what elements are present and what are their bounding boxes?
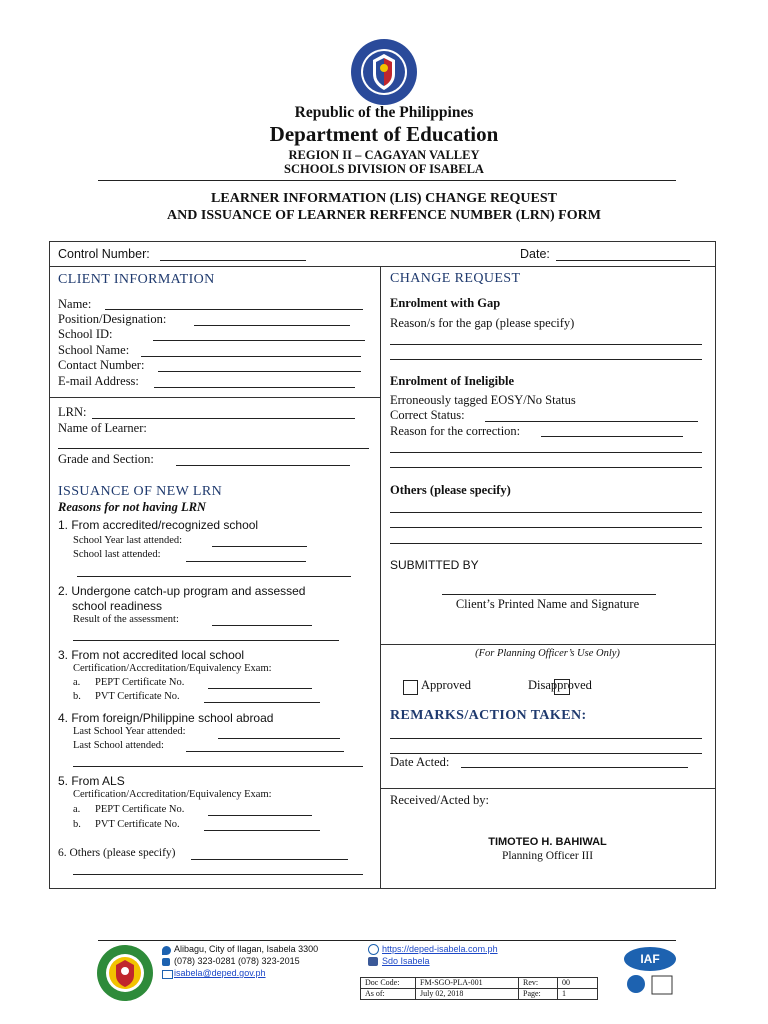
right-divider-1 <box>380 644 715 645</box>
name-field[interactable] <box>105 309 363 310</box>
footer-facebook[interactable]: Sdo Isabela <box>382 956 430 966</box>
iaf-label: IAF <box>640 952 660 966</box>
department-text: Department of Education <box>269 122 499 146</box>
others-heading: Others (please specify) <box>390 483 511 497</box>
item-4-school-label: Last School attended: <box>73 740 164 751</box>
item-5-a: a. <box>73 804 81 815</box>
header-rule <box>98 180 676 181</box>
others-line-2[interactable] <box>390 527 702 528</box>
item-1: 1. From accredited/recognized school <box>58 518 259 532</box>
gap-heading: Enrolment with Gap <box>390 296 501 310</box>
received-label: Received/Acted by: <box>390 793 489 807</box>
remarks-heading: REMARKS/ACTION TAKEN: <box>390 708 587 723</box>
doc-control-table <box>360 977 598 1000</box>
client-signature-field[interactable] <box>442 594 656 595</box>
item-4-school-field[interactable] <box>186 751 344 752</box>
footer-globe-icon <box>368 944 379 955</box>
reason-correction-label: Reason for the correction: <box>390 424 521 438</box>
approved-label: Approved <box>421 678 471 692</box>
deped-seal <box>350 38 418 106</box>
footer-phone-icon <box>162 958 170 966</box>
item-3-a: a. <box>73 677 81 688</box>
footer-website[interactable]: https://deped-isabela.com.ph <box>382 944 498 954</box>
gap-reason-line-2[interactable] <box>390 359 702 360</box>
reason-correction-field[interactable] <box>541 436 683 437</box>
item-3-a-text: PEPT Certificate No. <box>95 677 185 688</box>
correction-line-2[interactable] <box>390 467 702 468</box>
region-text: REGION II – CAGAYAN VALLEY <box>288 148 480 162</box>
item-1-extra-field[interactable] <box>77 576 351 577</box>
item-5-b-text: PVT Certificate No. <box>95 819 180 830</box>
item-5-pept-field[interactable] <box>208 815 312 816</box>
school-name-field[interactable] <box>141 356 361 357</box>
item-3-b: b. <box>73 691 81 702</box>
footer-email[interactable]: isabela@deped.gov.ph <box>174 968 266 978</box>
item-3-cert: Certification/Accreditation/Equivalency Exam: <box>73 663 272 674</box>
item-4-sy-field[interactable] <box>218 738 340 739</box>
page-label: Page: <box>519 989 558 1000</box>
item-4-sy-label: Last School Year attended: <box>73 726 186 737</box>
control-number-label: Control Number: <box>58 247 150 261</box>
page-value: 1 <box>558 989 598 1000</box>
item-3: 3. From not accredited local school <box>58 648 245 662</box>
submitted-by-label: SUBMITTED BY <box>390 558 479 572</box>
item-3-pept-field[interactable] <box>208 688 312 689</box>
doc-code-value: FM-SGO-PLA-001 <box>416 978 519 989</box>
contact-label: Contact Number: <box>58 358 145 372</box>
doc-code-label: Doc Code: <box>361 978 416 989</box>
item-5: 5. From ALS <box>58 774 125 788</box>
left-divider-1 <box>49 397 380 398</box>
rev-label: Rev: <box>519 978 558 989</box>
item-5-a-text: PEPT Certificate No. <box>95 804 185 815</box>
item-4: 4. From foreign/Philippine school abroad <box>58 711 274 725</box>
footer-address: Alibagu, City of Ilagan, Isabela 3300 <box>174 944 319 954</box>
footer-phone: (078) 323-0281 (078) 323-2015 <box>174 956 300 966</box>
republic-text: Republic of the Philippines <box>294 104 474 121</box>
others-line-1[interactable] <box>390 512 702 513</box>
planning-use-only: (For Planning Officer’s Use Only) <box>475 648 620 659</box>
footer-location-icon <box>162 946 171 955</box>
rev-value: 00 <box>558 978 598 989</box>
reasons-subheading: Reasons for not having LRN <box>58 500 206 514</box>
item-6-field[interactable] <box>191 859 348 860</box>
name-label: Name: <box>58 297 92 311</box>
date-acted-field[interactable] <box>461 767 688 768</box>
gap-reason-label: Reason/s for the gap (please specify) <box>390 316 575 330</box>
change-request-heading: CHANGE REQUEST <box>390 271 521 286</box>
control-number-field[interactable] <box>160 260 306 261</box>
school-id-label: School ID: <box>58 327 113 341</box>
item-5-pvt-field[interactable] <box>204 830 320 831</box>
disapproved-checkbox[interactable] <box>554 679 570 695</box>
client-signature-label: Client’s Printed Name and Signature <box>455 597 640 611</box>
top-row-divider <box>49 266 715 267</box>
item-6: 6. Others (please specify) <box>58 847 176 859</box>
correction-line-1[interactable] <box>390 452 702 453</box>
email-label: E-mail Address: <box>58 374 139 388</box>
item-4-extra-field[interactable] <box>73 766 363 767</box>
officer-name: TIMOTEO H. BAHIWAL <box>488 836 607 848</box>
form-title-line-2: AND ISSUANCE OF LEARNER RERFENCE NUMBER (LRN) FORM <box>167 208 601 223</box>
approved-checkbox[interactable] <box>403 680 418 695</box>
item-1-school-label: School last attended: <box>73 549 161 560</box>
school-id-field[interactable] <box>153 340 365 341</box>
date-acted-label: Date Acted: <box>390 755 450 769</box>
item-2-result-field[interactable] <box>212 625 312 626</box>
asof-label: As of: <box>361 989 416 1000</box>
item-2-result-label: Result of the assessment: <box>73 614 179 625</box>
contact-field[interactable] <box>158 371 361 372</box>
grade-section-field[interactable] <box>176 465 350 466</box>
item-2-line-2: school readiness <box>72 599 163 613</box>
item-6-extra-field[interactable] <box>73 874 363 875</box>
correct-status-label: Correct Status: <box>390 408 465 422</box>
ineligible-heading: Enrolment of Ineligible <box>390 374 515 388</box>
item-2-line-1: 2. Undergone catch-up program and assessed <box>58 584 306 598</box>
item-1-sy-label: School Year last attended: <box>73 535 183 546</box>
remarks-line-2[interactable] <box>390 753 702 754</box>
disapproved-label: Disapproved <box>528 678 592 692</box>
position-field[interactable] <box>194 325 350 326</box>
item-1-school-field[interactable] <box>186 561 306 562</box>
lrn-label: LRN: <box>58 405 87 419</box>
correct-status-field[interactable] <box>485 421 698 422</box>
gap-reason-line-1[interactable] <box>390 344 702 345</box>
item-5-b: b. <box>73 819 81 830</box>
email-field[interactable] <box>154 387 355 388</box>
item-1-sy-field[interactable] <box>212 546 307 547</box>
division-seal <box>96 944 154 1002</box>
item-5-cert: Certification/Accreditation/Equivalency Exam: <box>73 789 272 800</box>
item-3-pvt-field[interactable] <box>204 702 320 703</box>
learner-name-field[interactable] <box>58 448 369 449</box>
school-name-label: School Name: <box>58 343 130 357</box>
position-label: Position/Designation: <box>58 312 167 326</box>
right-divider-2 <box>380 788 715 789</box>
client-info-heading: CLIENT INFORMATION <box>58 272 215 287</box>
officer-title: Planning Officer III <box>501 850 594 862</box>
lrn-field[interactable] <box>92 418 355 419</box>
remarks-line-1[interactable] <box>390 738 702 739</box>
asof-value: July 02, 2018 <box>416 989 519 1000</box>
ineligible-line-1: Erroneously tagged EOSY/No Status <box>390 393 576 407</box>
division-text: SCHOOLS DIVISION OF ISABELA <box>284 162 484 176</box>
grade-section-label: Grade and Section: <box>58 452 154 466</box>
others-line-3[interactable] <box>390 543 702 544</box>
footer-rule <box>98 940 676 941</box>
learner-name-label: Name of Learner: <box>58 421 147 435</box>
footer-email-icon <box>162 970 173 979</box>
item-2-extra-field[interactable] <box>73 640 339 641</box>
item-3-b-text: PVT Certificate No. <box>95 691 180 702</box>
date-field[interactable] <box>556 260 690 261</box>
date-label: Date: <box>520 247 550 261</box>
footer-facebook-icon <box>368 957 378 966</box>
column-divider <box>380 266 381 888</box>
new-lrn-heading: ISSUANCE OF NEW LRN <box>58 484 223 499</box>
form-title-line-1: LEARNER INFORMATION (LIS) CHANGE REQUEST <box>211 191 557 206</box>
